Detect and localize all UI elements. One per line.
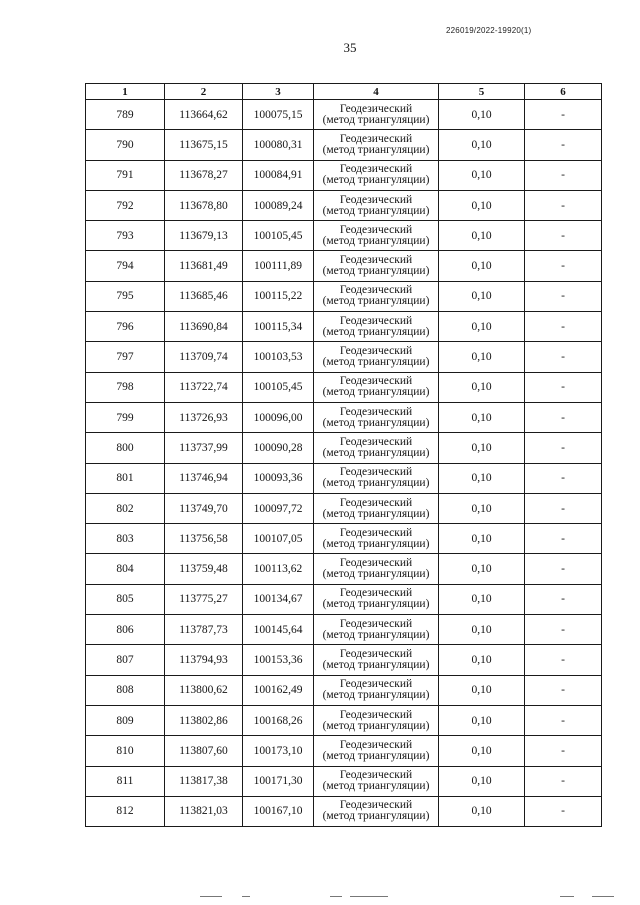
point-number-cell: 796	[86, 312, 165, 342]
method-name: Геодезический	[339, 284, 413, 297]
accuracy-cell: 0,10	[439, 493, 525, 523]
note-cell: -	[525, 190, 602, 220]
method-name: Геодезический	[339, 163, 413, 176]
table-row	[86, 615, 602, 645]
method-detail: (метод триангуляции)	[322, 174, 430, 187]
x-coordinate-cell: 113800,62	[165, 675, 243, 705]
note-cell: -	[525, 372, 602, 402]
method-cell	[314, 645, 439, 675]
method-detail: (метод триангуляции)	[322, 658, 430, 671]
accuracy-cell: 0,10	[439, 312, 525, 342]
point-number-cell: 800	[86, 433, 165, 463]
x-coordinate-cell: 113726,93	[165, 402, 243, 432]
table-row	[86, 221, 602, 251]
y-coordinate-cell: 100111,89	[243, 251, 314, 281]
method-cell	[314, 736, 439, 766]
x-coordinate-cell: 113709,74	[165, 342, 243, 372]
table-row	[86, 584, 602, 614]
y-coordinate-cell: 100115,34	[243, 312, 314, 342]
note-cell: -	[525, 796, 602, 826]
y-coordinate-cell: 100084,91	[243, 160, 314, 190]
header-col-1: 1	[86, 84, 165, 100]
table-row	[86, 796, 602, 826]
accuracy-cell: 0,10	[439, 221, 525, 251]
accuracy-cell: 0,10	[439, 251, 525, 281]
method-detail: (метод триангуляции)	[322, 477, 430, 490]
y-coordinate-cell: 100107,05	[243, 524, 314, 554]
point-number-cell: 803	[86, 524, 165, 554]
y-coordinate-cell: 100173,10	[243, 736, 314, 766]
header-col-4: 4	[314, 84, 439, 100]
accuracy-cell: 0,10	[439, 705, 525, 735]
method-name: Геодезический	[339, 375, 413, 388]
point-number-cell: 793	[86, 221, 165, 251]
y-coordinate-cell: 100168,26	[243, 705, 314, 735]
method-name: Геодезический	[339, 496, 413, 509]
table-row	[86, 372, 602, 402]
table-header	[86, 84, 602, 100]
note-cell: -	[525, 130, 602, 160]
x-coordinate-cell: 113807,60	[165, 736, 243, 766]
y-coordinate-cell: 100093,36	[243, 463, 314, 493]
method-detail: (метод триангуляции)	[322, 265, 430, 278]
method-cell	[314, 524, 439, 554]
y-coordinate-cell: 100162,49	[243, 675, 314, 705]
note-cell: -	[525, 493, 602, 523]
y-coordinate-cell: 100096,00	[243, 402, 314, 432]
table-row	[86, 160, 602, 190]
point-number-cell: 808	[86, 675, 165, 705]
note-cell: -	[525, 221, 602, 251]
y-coordinate-cell: 100105,45	[243, 372, 314, 402]
method-name: Геодезический	[339, 769, 413, 782]
point-number-cell: 789	[86, 100, 165, 130]
table-row	[86, 281, 602, 311]
y-coordinate-cell: 100134,67	[243, 584, 314, 614]
y-coordinate-cell: 100115,22	[243, 281, 314, 311]
method-cell	[314, 675, 439, 705]
note-cell: -	[525, 705, 602, 735]
point-number-cell: 811	[86, 766, 165, 796]
method-detail: (метод триангуляции)	[322, 628, 430, 641]
point-number-cell: 799	[86, 402, 165, 432]
x-coordinate-cell: 113678,80	[165, 190, 243, 220]
method-cell	[314, 705, 439, 735]
table-row	[86, 493, 602, 523]
table-row	[86, 645, 602, 675]
point-number-cell: 805	[86, 584, 165, 614]
y-coordinate-cell: 100145,64	[243, 615, 314, 645]
table-row	[86, 130, 602, 160]
point-number-cell: 791	[86, 160, 165, 190]
method-name: Геодезический	[339, 254, 413, 267]
method-cell	[314, 160, 439, 190]
point-number-cell: 812	[86, 796, 165, 826]
point-number-cell: 804	[86, 554, 165, 584]
method-detail: (метод триангуляции)	[322, 446, 430, 459]
y-coordinate-cell: 100113,62	[243, 554, 314, 584]
point-number-cell: 810	[86, 736, 165, 766]
note-cell: -	[525, 766, 602, 796]
method-name: Геодезический	[339, 557, 413, 570]
method-name: Геодезический	[339, 617, 413, 630]
method-name: Геодезический	[339, 193, 413, 206]
table-row	[86, 433, 602, 463]
method-detail: (метод триангуляции)	[322, 386, 430, 399]
method-detail: (метод триангуляции)	[322, 507, 430, 520]
x-coordinate-cell: 113775,27	[165, 584, 243, 614]
method-cell	[314, 402, 439, 432]
accuracy-cell: 0,10	[439, 524, 525, 554]
accuracy-cell: 0,10	[439, 615, 525, 645]
table-row	[86, 190, 602, 220]
method-name: Геодезический	[339, 345, 413, 358]
accuracy-cell: 0,10	[439, 372, 525, 402]
accuracy-cell: 0,10	[439, 100, 525, 130]
accuracy-cell: 0,10	[439, 675, 525, 705]
method-detail: (метод триангуляции)	[322, 598, 430, 611]
table-row	[86, 766, 602, 796]
point-number-cell: 806	[86, 615, 165, 645]
header-col-3: 3	[243, 84, 314, 100]
x-coordinate-cell: 113679,13	[165, 221, 243, 251]
method-detail: (метод триангуляции)	[322, 537, 430, 550]
method-cell	[314, 312, 439, 342]
accuracy-cell: 0,10	[439, 796, 525, 826]
accuracy-cell: 0,10	[439, 433, 525, 463]
method-cell	[314, 766, 439, 796]
table-row	[86, 736, 602, 766]
point-number-cell: 794	[86, 251, 165, 281]
method-detail: (метод триангуляции)	[322, 295, 430, 308]
header-row	[86, 84, 602, 100]
table-row	[86, 554, 602, 584]
y-coordinate-cell: 100103,53	[243, 342, 314, 372]
method-detail: (метод триангуляции)	[322, 568, 430, 581]
x-coordinate-cell: 113685,46	[165, 281, 243, 311]
method-cell	[314, 493, 439, 523]
method-cell	[314, 463, 439, 493]
method-name: Геодезический	[339, 678, 413, 691]
method-cell	[314, 433, 439, 463]
header-col-6: 6	[525, 84, 602, 100]
table-row	[86, 705, 602, 735]
method-cell	[314, 251, 439, 281]
y-coordinate-cell: 100089,24	[243, 190, 314, 220]
accuracy-cell: 0,10	[439, 736, 525, 766]
method-detail: (метод триангуляции)	[322, 234, 430, 247]
method-name: Геодезический	[339, 435, 413, 448]
x-coordinate-cell: 113756,58	[165, 524, 243, 554]
y-coordinate-cell: 100090,28	[243, 433, 314, 463]
accuracy-cell: 0,10	[439, 130, 525, 160]
note-cell: -	[525, 433, 602, 463]
method-detail: (метод триангуляции)	[322, 143, 430, 156]
method-name: Геодезический	[339, 799, 413, 812]
y-coordinate-cell: 100153,36	[243, 645, 314, 675]
method-name: Геодезический	[339, 526, 413, 539]
x-coordinate-cell: 113749,70	[165, 493, 243, 523]
method-detail: (метод триангуляции)	[322, 416, 430, 429]
point-number-cell: 797	[86, 342, 165, 372]
y-coordinate-cell: 100167,10	[243, 796, 314, 826]
x-coordinate-cell: 113794,93	[165, 645, 243, 675]
x-coordinate-cell: 113802,86	[165, 705, 243, 735]
method-detail: (метод триангуляции)	[322, 780, 430, 793]
note-cell: -	[525, 645, 602, 675]
note-cell: -	[525, 524, 602, 554]
accuracy-cell: 0,10	[439, 281, 525, 311]
x-coordinate-cell: 113737,99	[165, 433, 243, 463]
note-cell: -	[525, 402, 602, 432]
method-name: Геодезический	[339, 132, 413, 145]
note-cell: -	[525, 675, 602, 705]
point-number-cell: 790	[86, 130, 165, 160]
note-cell: -	[525, 463, 602, 493]
point-number-cell: 792	[86, 190, 165, 220]
method-name: Геодезический	[339, 738, 413, 751]
method-detail: (метод триангуляции)	[322, 113, 430, 126]
method-detail: (метод триангуляции)	[322, 204, 430, 217]
method-detail: (метод триангуляции)	[322, 356, 430, 369]
coordinates-table	[85, 83, 602, 827]
table-row	[86, 524, 602, 554]
note-cell: -	[525, 160, 602, 190]
method-detail: (метод триангуляции)	[322, 749, 430, 762]
x-coordinate-cell: 113675,15	[165, 130, 243, 160]
x-coordinate-cell: 113690,84	[165, 312, 243, 342]
point-number-cell: 807	[86, 645, 165, 675]
point-number-cell: 801	[86, 463, 165, 493]
x-coordinate-cell: 113722,74	[165, 372, 243, 402]
x-coordinate-cell: 113746,94	[165, 463, 243, 493]
method-name: Геодезический	[339, 314, 413, 327]
method-name: Геодезический	[339, 647, 413, 660]
y-coordinate-cell: 100097,72	[243, 493, 314, 523]
method-cell	[314, 584, 439, 614]
y-coordinate-cell: 100075,15	[243, 100, 314, 130]
note-cell: -	[525, 554, 602, 584]
method-cell	[314, 554, 439, 584]
x-coordinate-cell: 113664,62	[165, 100, 243, 130]
accuracy-cell: 0,10	[439, 160, 525, 190]
method-detail: (метод триангуляции)	[322, 719, 430, 732]
x-coordinate-cell: 113787,73	[165, 615, 243, 645]
note-cell: -	[525, 251, 602, 281]
accuracy-cell: 0,10	[439, 463, 525, 493]
method-cell	[314, 190, 439, 220]
accuracy-cell: 0,10	[439, 554, 525, 584]
point-number-cell: 802	[86, 493, 165, 523]
method-cell	[314, 796, 439, 826]
note-cell: -	[525, 736, 602, 766]
scan-footer-marks	[200, 896, 620, 900]
header-col-2: 2	[165, 84, 243, 100]
x-coordinate-cell: 113817,38	[165, 766, 243, 796]
method-name: Геодезический	[339, 405, 413, 418]
method-detail: (метод триангуляции)	[322, 325, 430, 338]
method-detail: (метод триангуляции)	[322, 810, 430, 823]
table-body	[86, 100, 602, 827]
method-cell	[314, 615, 439, 645]
method-cell	[314, 281, 439, 311]
x-coordinate-cell: 113681,49	[165, 251, 243, 281]
point-number-cell: 809	[86, 705, 165, 735]
table-row	[86, 402, 602, 432]
y-coordinate-cell: 100171,30	[243, 766, 314, 796]
method-cell	[314, 100, 439, 130]
document-id: 226019/2022-19920(1)	[446, 26, 532, 35]
method-cell	[314, 130, 439, 160]
accuracy-cell: 0,10	[439, 342, 525, 372]
method-name: Геодезический	[339, 102, 413, 115]
accuracy-cell: 0,10	[439, 645, 525, 675]
method-cell	[314, 221, 439, 251]
note-cell: -	[525, 584, 602, 614]
x-coordinate-cell: 113678,27	[165, 160, 243, 190]
note-cell: -	[525, 312, 602, 342]
note-cell: -	[525, 100, 602, 130]
note-cell: -	[525, 281, 602, 311]
table-row	[86, 251, 602, 281]
note-cell: -	[525, 342, 602, 372]
table-row	[86, 463, 602, 493]
x-coordinate-cell: 113821,03	[165, 796, 243, 826]
method-name: Геодезический	[339, 708, 413, 721]
header-col-5: 5	[439, 84, 525, 100]
table-row	[86, 342, 602, 372]
point-number-cell: 795	[86, 281, 165, 311]
accuracy-cell: 0,10	[439, 766, 525, 796]
accuracy-cell: 0,10	[439, 584, 525, 614]
method-name: Геодезический	[339, 223, 413, 236]
method-detail: (метод триангуляции)	[322, 689, 430, 702]
y-coordinate-cell: 100080,31	[243, 130, 314, 160]
method-cell	[314, 372, 439, 402]
y-coordinate-cell: 100105,45	[243, 221, 314, 251]
method-name: Геодезический	[339, 587, 413, 600]
method-name: Геодезический	[339, 466, 413, 479]
x-coordinate-cell: 113759,48	[165, 554, 243, 584]
page-number: 35	[343, 40, 357, 55]
method-cell	[314, 342, 439, 372]
accuracy-cell: 0,10	[439, 190, 525, 220]
note-cell: -	[525, 615, 602, 645]
point-number-cell: 798	[86, 372, 165, 402]
table-row	[86, 312, 602, 342]
accuracy-cell: 0,10	[439, 402, 525, 432]
table-row	[86, 675, 602, 705]
table-row	[86, 100, 602, 130]
